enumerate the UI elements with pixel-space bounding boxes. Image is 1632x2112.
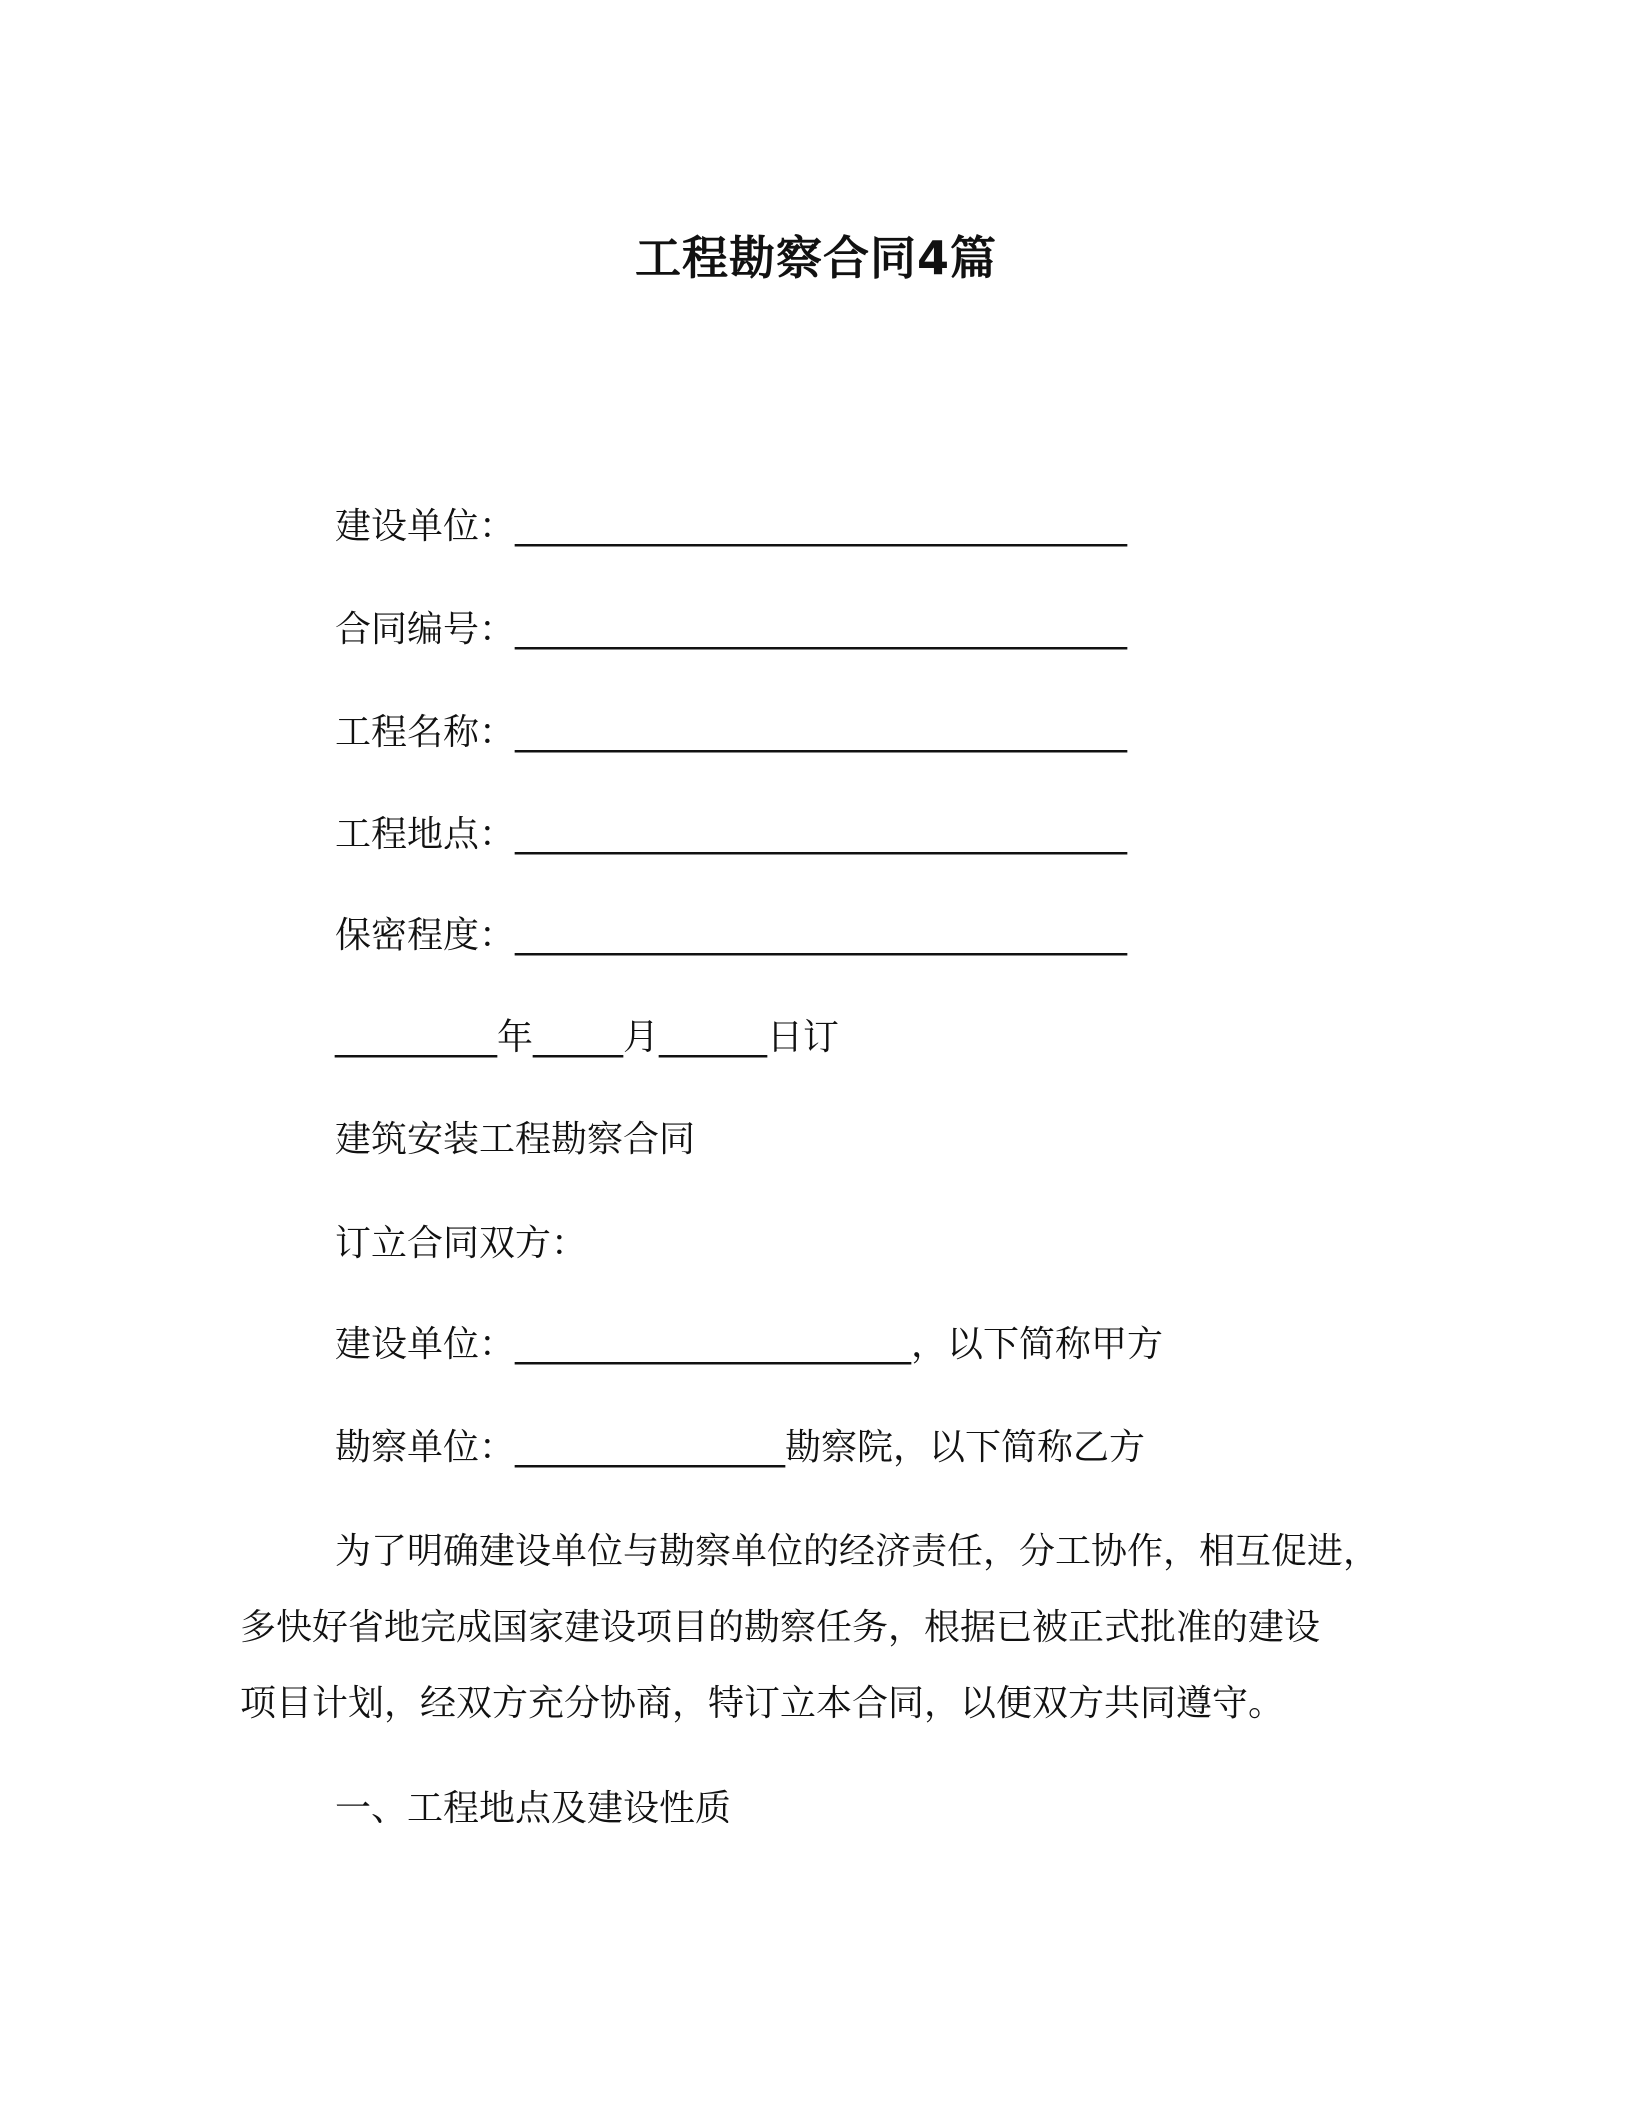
cover-field-construction-unit: 建设单位：__________________________________ <box>335 506 1128 547</box>
cover-field-project-name: 工程名称：__________________________________ <box>335 712 1128 753</box>
intro-paragraph <box>240 1514 1420 1742</box>
cover-field-contract-number: 合同编号：__________________________________ <box>335 609 1128 650</box>
intro-line: 为了明确建设单位与勘察单位的经济责任，分工协作，相互促进， <box>335 1531 1380 1572</box>
party-b-line: 勘察单位：_______________勘察院，以下简称乙方 <box>335 1427 1146 1468</box>
party-a-line: 建设单位：______________________，以下简称甲方 <box>335 1324 1164 1365</box>
date-line: _________年_____月______日订 <box>335 1017 840 1058</box>
intro-line: 多快好省地完成国家建设项目的勘察任务，根据已被正式批准的建设 <box>240 1607 1321 1648</box>
parties-heading: 订立合同双方： <box>335 1223 588 1264</box>
cover-field-confidentiality: 保密程度：__________________________________ <box>335 915 1128 956</box>
section-1-heading: 一、工程地点及建设性质 <box>335 1788 732 1829</box>
contract-title: 建筑安装工程勘察合同 <box>335 1119 696 1160</box>
document-title: 工程勘察合同4篇 <box>634 231 997 285</box>
cover-field-project-location: 工程地点：__________________________________ <box>335 814 1128 855</box>
intro-line: 项目计划，经双方充分协商，特订立本合同，以便双方共同遵守。 <box>240 1683 1285 1724</box>
